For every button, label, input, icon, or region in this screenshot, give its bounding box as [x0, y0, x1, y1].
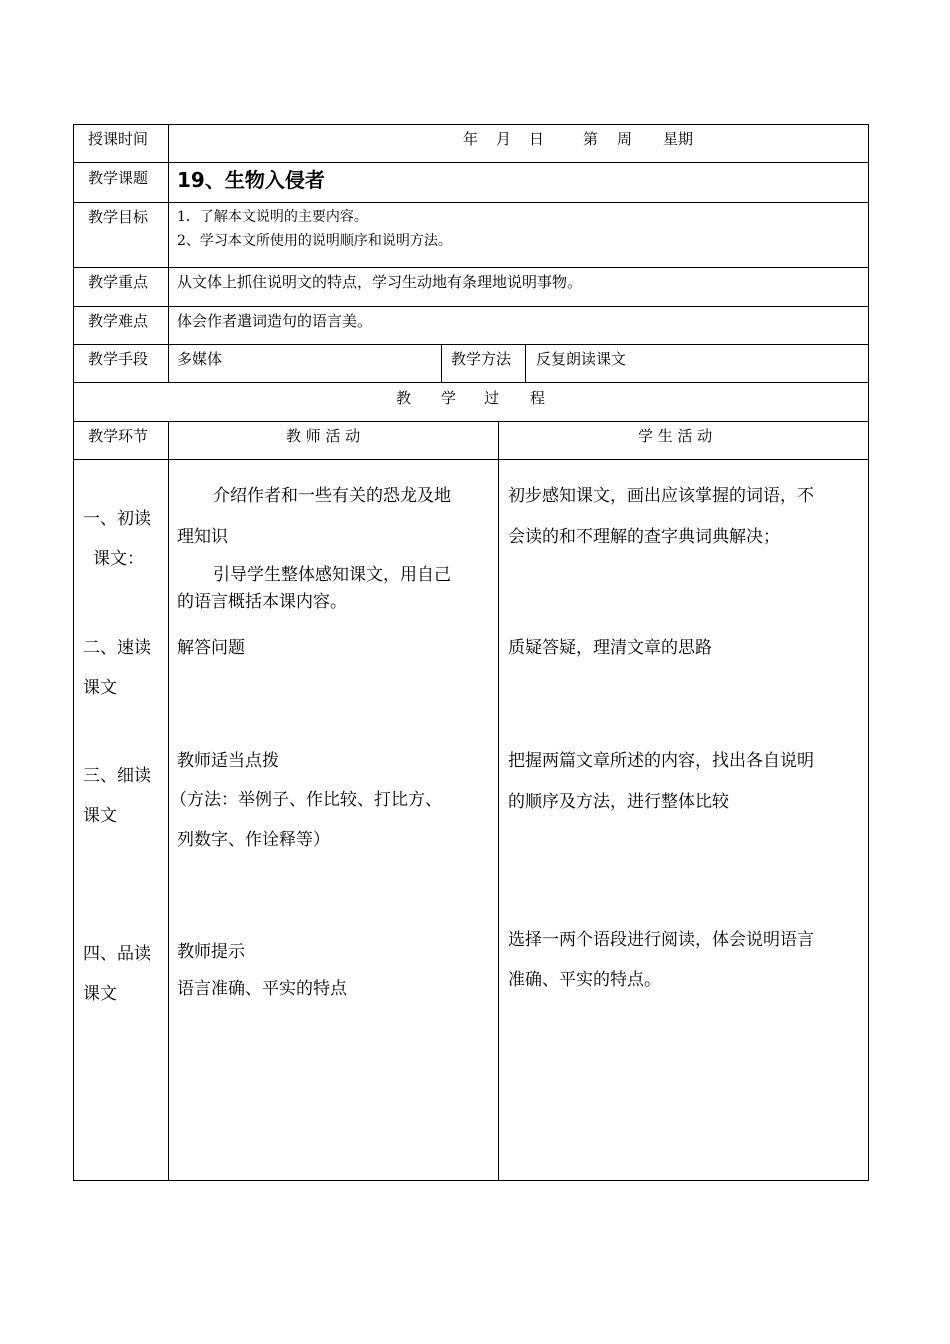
date-week-suffix: 周 [617, 130, 633, 148]
stage-name: 课文 [83, 678, 117, 698]
goals-label: 教学目标 [88, 208, 149, 226]
stage-name: 四、品读 [83, 944, 151, 964]
student-activity-line: 选择一两个语段进行阅读，体会说明语言 [508, 930, 814, 950]
row-divider [73, 202, 869, 203]
method-divider-left [441, 344, 442, 382]
teacher-activity-line: 语言准确、平实的特点 [177, 979, 347, 999]
topic-label: 教学课题 [88, 169, 149, 187]
date-month: 月 [496, 130, 512, 148]
teacher-column-header: 教 师 活 动 [286, 427, 361, 445]
table-border-top [73, 124, 869, 125]
row-divider [73, 421, 869, 422]
date-year: 年 [463, 130, 479, 148]
row-divider [73, 459, 869, 460]
teacher-activity-line: 的语言概括本课内容。 [177, 592, 347, 612]
date-day: 日 [529, 130, 545, 148]
row-divider [73, 382, 869, 383]
student-activity-line: 把握两篇文章所述的内容，找出各自说明 [508, 751, 814, 771]
method-label: 教学方法 [451, 350, 512, 368]
table-border-bottom [73, 1180, 869, 1181]
teacher-activity-line: 引导学生整体感知课文，用自己 [213, 565, 451, 585]
stage-column-divider [168, 421, 169, 1181]
row-divider [73, 267, 869, 268]
student-activity-line: 准确、平实的特点。 [508, 970, 661, 990]
stage-name: 三、细读 [83, 766, 151, 786]
process-title-char: 学 [441, 389, 457, 407]
stage-name: 一、初读 [83, 509, 151, 529]
time-label: 授课时间 [88, 130, 149, 148]
label-column-divider [168, 124, 169, 382]
teacher-activity-line: （方法：举例子、作比较、打比方、 [170, 790, 442, 810]
student-activity-line: 的顺序及方法，进行整体比较 [508, 792, 729, 812]
stage-name: 二、速读 [83, 638, 151, 658]
goal-item: 2、学习本文所使用的说明顺序和说明方法。 [177, 233, 452, 249]
means-label: 教学手段 [88, 350, 149, 368]
lesson-plan-table [73, 124, 869, 1181]
teacher-activity-line: 介绍作者和一些有关的恐龙及地 [213, 486, 451, 506]
difficulty-value: 体会作者遣词造句的语言美。 [177, 312, 373, 330]
table-border-right [868, 124, 869, 1181]
topic-title: 19、生物入侵者 [177, 168, 325, 192]
method-value: 反复朗读课文 [536, 350, 627, 368]
date-weekday: 星期 [663, 130, 694, 148]
date-week-prefix: 第 [583, 130, 599, 148]
student-column-header: 学 生 活 动 [638, 427, 713, 445]
means-value: 多媒体 [177, 350, 223, 368]
teacher-activity-line: 列数字、作诠释等） [177, 830, 330, 850]
row-divider [73, 162, 869, 163]
row-divider [73, 344, 869, 345]
process-title-char: 过 [484, 389, 500, 407]
student-activity-line: 初步感知课文，画出应该掌握的词语，不 [508, 486, 814, 506]
stage-name: 课文： [93, 549, 144, 569]
row-divider [73, 306, 869, 307]
focus-value: 从文体上抓住说明文的特点，学习生动地有条理地说明事物。 [177, 273, 583, 291]
teacher-student-divider [498, 421, 499, 1181]
table-border-left [73, 124, 74, 1181]
difficulty-label: 教学难点 [88, 312, 149, 330]
student-activity-line: 质疑答疑，理清文章的思路 [508, 638, 712, 658]
focus-label: 教学重点 [88, 273, 149, 291]
process-title-char: 教 [396, 389, 412, 407]
goal-item: 1．了解本文说明的主要内容。 [177, 209, 368, 225]
teacher-activity-line: 理知识 [177, 527, 228, 547]
method-divider-right [525, 344, 526, 382]
process-title-char: 程 [530, 389, 546, 407]
teacher-activity-line: 教师提示 [177, 942, 245, 962]
student-activity-line: 会读的和不理解的查字典词典解决； [508, 527, 780, 547]
teacher-activity-line: 教师适当点拨 [177, 751, 279, 771]
stage-name: 课文 [83, 984, 117, 1004]
stage-column-header: 教学环节 [88, 427, 149, 445]
stage-name: 课文 [83, 806, 117, 826]
teacher-activity-line: 解答问题 [177, 638, 245, 658]
